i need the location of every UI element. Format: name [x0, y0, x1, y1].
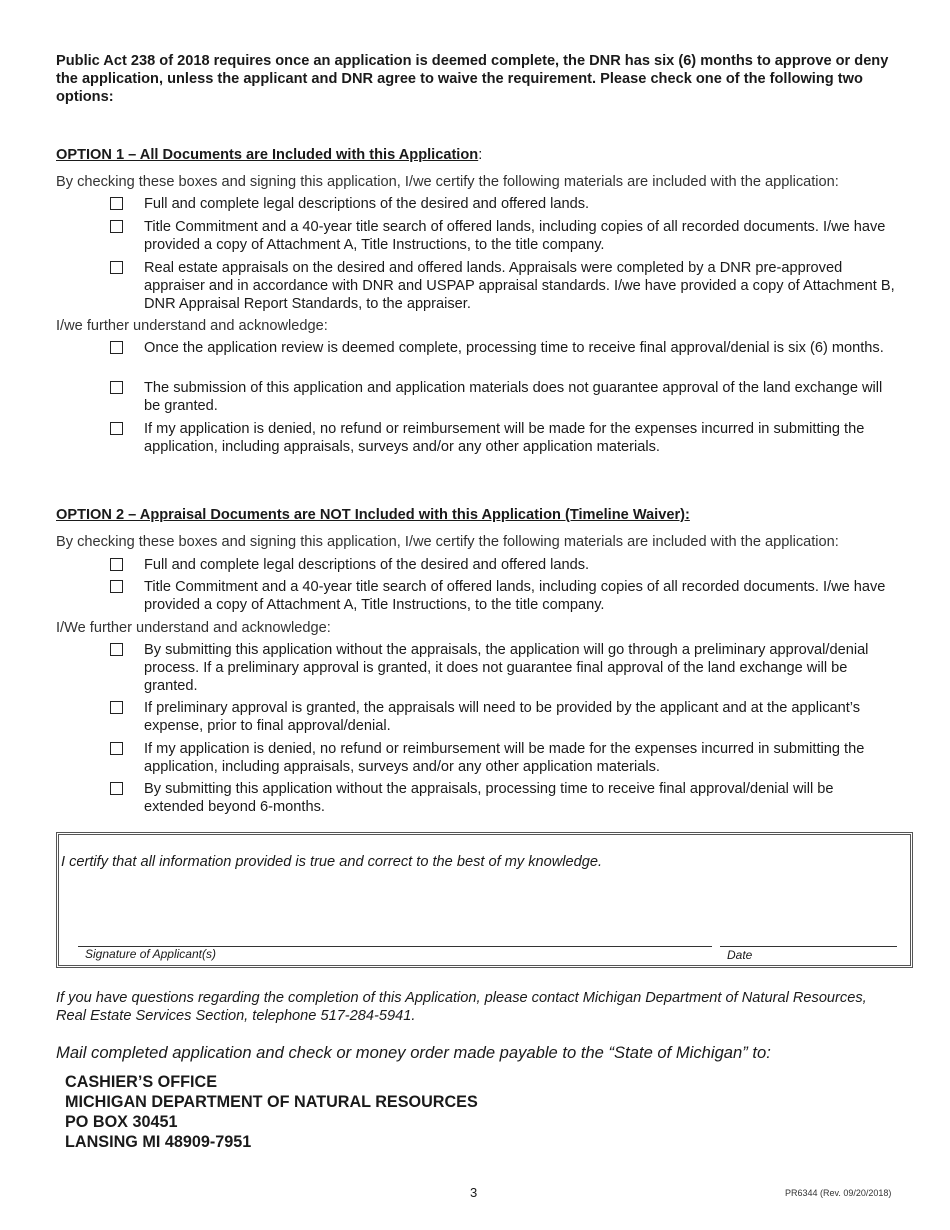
address-line: CASHIER’S OFFICE — [65, 1073, 217, 1091]
option1-ack-text-2: The submission of this application and application materials does not guarantee approval of the land exchange will be granted. — [144, 380, 883, 414]
intro-paragraph: Public Act 238 of 2018 requires once an application is deemed complete, the DNR has six (6) months to approve or deny the application, unless the applicant and DNR agree to waive the requirement. Please check one of the following two options: — [56, 53, 889, 105]
option2-certify-intro: By checking these boxes and signing this application, I/we certify the following materials are included with the application: — [56, 534, 839, 550]
option1-ack-checkbox-1[interactable] — [110, 341, 123, 354]
option2-ack-checkbox-2[interactable] — [110, 701, 123, 714]
address-line: MICHIGAN DEPARTMENT OF NATURAL RESOURCES — [65, 1093, 478, 1111]
option2-ack-checkbox-3[interactable] — [110, 742, 123, 755]
option1-heading-suffix: : — [478, 147, 483, 163]
option2-ack-text-2: If preliminary approval is granted, the appraisals will need to be provided by the applicant and at the applicant’s expense, prior to final approval/denial. — [144, 700, 861, 734]
option1-heading-text: OPTION 1 – All Documents are Included with this Application — [56, 147, 479, 163]
option1-ack-checkbox-2[interactable] — [110, 381, 123, 394]
option1-ack-text-1: Once the application review is deemed complete, processing time to receive final approval/denial is six (6) months. — [144, 340, 884, 356]
mail-instruction: Mail completed application and check or money order made payable to the “State of Michigan” to: — [56, 1043, 771, 1062]
questions-note: If you have questions regarding the completion of this Application, please contact Michigan Department of Natural Resources, Real Estate Services Section, telephone 517-284-5941. — [56, 990, 867, 1024]
option2-certify-text-2: Title Commitment and a 40-year title search of offered lands, including copies of all recorded documents. I/we have provided a copy of Attachment A, Title Instructions, to the title company. — [144, 579, 886, 613]
option2-certify-checkbox-1[interactable] — [110, 558, 123, 571]
option1-certify-checkbox-1[interactable] — [110, 197, 123, 210]
page-number: 3 — [470, 1185, 478, 1200]
option2-ack-checkbox-4[interactable] — [110, 782, 123, 795]
option2-heading-text: OPTION 2 – Appraisal Documents are NOT Included with this Application (Timeline Waiver): — [56, 507, 690, 523]
option2-ack-text-1: By submitting this application without the appraisals, the application will go through a preliminary approval/denial process. If a preliminary approval is granted, it does not guarantee final approval of the land exchange will be granted. — [144, 642, 869, 694]
certification-statement: I certify that all information provided is true and correct to the best of my knowledge. — [61, 854, 603, 870]
date-line[interactable] — [720, 946, 897, 947]
option1-certify-checkbox-2[interactable] — [110, 220, 123, 233]
mailing-address — [65, 1072, 478, 1152]
option1-heading — [56, 146, 482, 164]
option1-ack-checkbox-3[interactable] — [110, 422, 123, 435]
option1-certify-text-3: Real estate appraisals on the desired and offered lands. Appraisals were completed by a DNR pre-approved appraiser and in accordance with DNR and USPAP appraisal standards. I/we have provided a copy of Attachment B, DNR Appraisal Report Standards, to the appraiser. — [144, 260, 895, 312]
option2-certify-checkbox-2[interactable] — [110, 580, 123, 593]
option1-certify-text-2: Title Commitment and a 40-year title search of offered lands, including copies of all recorded documents. I/we have provided a copy of Attachment A, Title Instructions, to the title company. — [144, 219, 886, 253]
option1-ack-intro: I/we further understand and acknowledge: — [56, 318, 328, 334]
option2-ack-checkbox-1[interactable] — [110, 643, 123, 656]
option2-certify-text-1: Full and complete legal descriptions of the desired and offered lands. — [144, 557, 590, 573]
option1-certify-checkbox-3[interactable] — [110, 261, 123, 274]
option1-ack-text-3: If my application is denied, no refund or reimbursement will be made for the expenses incurred in submitting the application, including appraisals, surveys and/or any other application materials. — [144, 421, 865, 455]
option2-ack-text-4: By submitting this application without the appraisals, processing time to receive final approval/denial will be extended beyond 6-months. — [144, 781, 834, 815]
form-id: PR6344 (Rev. 09/20/2018) — [785, 1188, 892, 1198]
address-line: LANSING MI 48909-7951 — [65, 1133, 252, 1151]
option2-ack-intro: I/We further understand and acknowledge: — [56, 620, 331, 636]
signature-label: Signature of Applicant(s) — [85, 947, 216, 961]
date-label: Date — [727, 948, 753, 962]
option1-certify-text-1: Full and complete legal descriptions of the desired and offered lands. — [144, 196, 590, 212]
option2-heading — [56, 506, 690, 524]
option2-ack-text-3: If my application is denied, no refund or reimbursement will be made for the expenses incurred in submitting the application, including appraisals, surveys and/or any other application materials. — [144, 741, 865, 775]
option1-certify-intro: By checking these boxes and signing this application, I/we certify the following materials are included with the application: — [56, 174, 839, 190]
address-line: PO BOX 30451 — [65, 1113, 178, 1131]
